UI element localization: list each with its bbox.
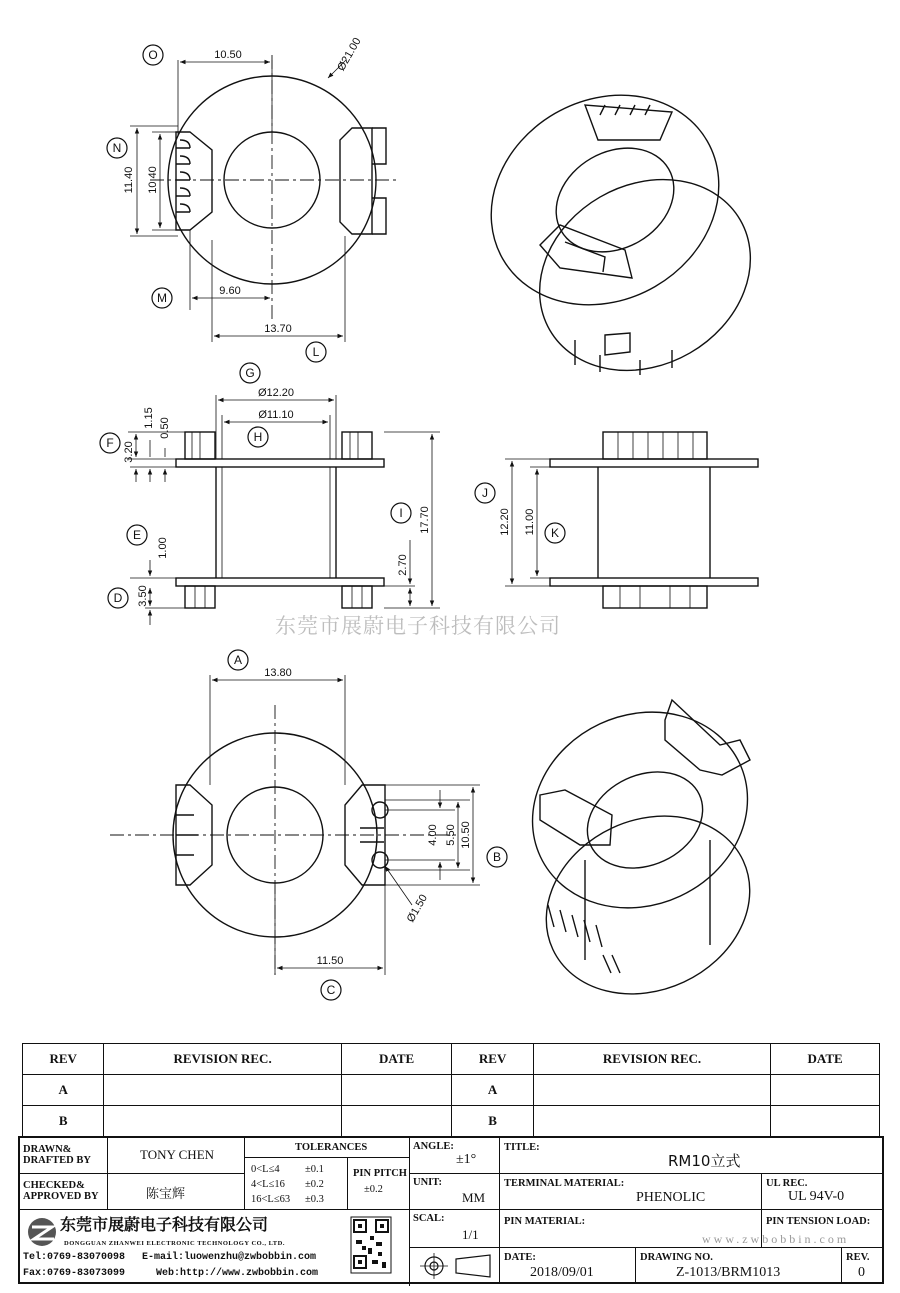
rev-header-2: REV xyxy=(452,1044,533,1075)
svg-text:G: G xyxy=(245,366,255,380)
dim-side-6: 1.00 xyxy=(157,537,169,559)
letter-F xyxy=(100,433,120,453)
letter-E xyxy=(127,525,147,545)
letter-M xyxy=(152,288,172,308)
letter-C xyxy=(321,980,341,1000)
revision-rec-header-2: REVISION REC. xyxy=(533,1044,770,1075)
dim-bottom-3: 5.50 xyxy=(445,824,457,846)
dim-side-5: 3.20 xyxy=(123,441,135,463)
dim-top-5: 9.60 xyxy=(219,285,241,297)
dim-side-11: 11.00 xyxy=(524,508,536,536)
tel: Tel:0769-83070098 xyxy=(23,1252,126,1263)
svg-text:O: O xyxy=(148,48,158,62)
letter-B xyxy=(487,847,507,867)
watermark-text: 东莞市展蔚电子科技有限公司 xyxy=(275,614,561,638)
letter-O xyxy=(143,45,163,65)
bottom-view xyxy=(110,675,480,975)
dim-top-3: 11.40 xyxy=(123,166,135,194)
side-view-rotated xyxy=(505,432,758,608)
checked-label: CHECKED& APPROVED BY xyxy=(23,1180,99,1202)
svg-text:H: H xyxy=(253,430,263,444)
scale-label: SCAL: xyxy=(413,1213,445,1224)
letter-N xyxy=(107,138,127,158)
drawn-label: DRAWN& DRAFTED BY xyxy=(23,1144,91,1166)
dim-bottom-2: 4.00 xyxy=(427,824,439,846)
unit-value: MM xyxy=(462,1190,486,1205)
dim-side-10: 12.20 xyxy=(499,508,511,536)
date-header: DATE xyxy=(341,1044,452,1075)
checked-by: 陈宝辉 xyxy=(146,1187,186,1202)
ul-rec-label: UL REC. xyxy=(766,1178,808,1189)
dim-top-6: 13.70 xyxy=(264,323,292,335)
ul-rec-value: UL 94V-0 xyxy=(788,1189,845,1204)
pin-tension-label: PIN TENSION LOAD: xyxy=(766,1216,871,1227)
svg-text:M: M xyxy=(157,291,167,305)
svg-text:C: C xyxy=(326,983,336,997)
pin-material-label: PIN MATERIAL: xyxy=(504,1216,586,1227)
dim-top-1: 10.50 xyxy=(214,49,242,61)
svg-text:D: D xyxy=(113,591,123,605)
rev-header: REV xyxy=(23,1044,104,1075)
qr-code-icon xyxy=(350,1216,392,1274)
company-name-en: DONGGUAN ZHANWEI ELECTRONIC TECHNOLOGY CO., LTD. xyxy=(64,1240,285,1247)
date-value: 2018/09/01 xyxy=(530,1265,594,1280)
letter-G xyxy=(240,363,260,383)
date-label: DATE: xyxy=(504,1252,536,1263)
date-header-2: DATE xyxy=(771,1044,880,1075)
pin-pitch-value: ±0.2 xyxy=(364,1184,383,1195)
unit-label: UNIT: xyxy=(413,1177,442,1188)
rev-label: REV. xyxy=(846,1252,870,1263)
dim-bottom-6: 11.50 xyxy=(316,955,344,967)
dim-side-8: 2.70 xyxy=(397,554,409,576)
rev-value: 0 xyxy=(858,1265,865,1280)
svg-text:K: K xyxy=(550,526,560,540)
dim-side-2: Ø11.10 xyxy=(258,409,294,421)
terminal-material: PHENOLIC xyxy=(636,1190,706,1205)
svg-text:B: B xyxy=(492,850,502,864)
top-view xyxy=(130,55,400,342)
dim-bottom-1: 13.80 xyxy=(264,667,292,679)
dim-bottom-5: Ø1.50 xyxy=(404,892,431,925)
dim-side-3: 1.15 xyxy=(143,407,155,429)
letter-D xyxy=(108,588,128,608)
svg-text:E: E xyxy=(132,528,142,542)
title-label: TITLE: xyxy=(504,1142,540,1153)
svg-text:L: L xyxy=(312,345,320,359)
web: Web:http://www.zwbobbin.com xyxy=(156,1268,319,1279)
svg-text:J: J xyxy=(482,486,488,500)
dim-side-1: Ø12.20 xyxy=(257,387,295,399)
svg-text:F: F xyxy=(106,436,114,450)
letter-A xyxy=(228,650,248,670)
scale-value: 1/1 xyxy=(462,1227,479,1242)
company-logo-icon xyxy=(26,1216,62,1248)
dim-side-4: 0.50 xyxy=(159,417,171,439)
revision-rec-header: REVISION REC. xyxy=(104,1044,341,1075)
letter-J xyxy=(475,483,495,503)
letter-I xyxy=(391,503,411,523)
dim-bottom-4: 10.50 xyxy=(460,821,472,849)
svg-text:A: A xyxy=(233,653,243,667)
svg-text:N: N xyxy=(112,141,122,155)
revision-table xyxy=(22,1043,880,1137)
projection-symbol-icon xyxy=(416,1251,496,1281)
side-view-front xyxy=(128,395,440,625)
tolerances-label: TOLERANCES xyxy=(295,1142,368,1153)
letter-L xyxy=(306,342,326,362)
svg-text:I: I xyxy=(399,506,403,520)
letter-K xyxy=(545,523,565,543)
table-row: B B xyxy=(23,1106,880,1137)
pin-pitch-label: PIN PITCH xyxy=(353,1168,407,1179)
dim-top-2: Ø21.00 xyxy=(335,35,364,74)
dim-side-9: 17.70 xyxy=(419,506,431,534)
angle-value: ±1° xyxy=(456,1152,477,1167)
title-block: DRAWN& DRAFTED BY TONY CHEN CHECKED& APPROVED BY 陈宝辉 TOLERANCES 0<L≤4 ±0.1 4<L≤16 ±0.2 16<L≤63 ±0.3 PIN PITCH ±0.2 ANGLE: ±1° UNIT: MM SCAL: 1/1 TITLE: RM10立式 TERMINAL MATERIAL: PHENOLIC UL REC. UL 94V-0 PIN MATERIAL: PIN TENSION LOAD: www.zwbobbin.com DATE: 2018/09/01 DRAWING NO. Z-1013/BRM1013 REV. 0 DONGGUAN ZHANWEI ELECTRONIC TECHNOLOGY CO., LTD. Tel:0769-83070098 E-mail:luowenzhu@zwbobbin.com Fax:0769-83073099 Web:http://www.zwbobbin.com xyxy=(18,1136,884,1284)
drawing-no: Z-1013/BRM1013 xyxy=(676,1265,781,1280)
iso-view-bottom xyxy=(500,677,780,1026)
fax: Fax:0769-83073099 xyxy=(23,1268,126,1279)
dim-side-7: 3.50 xyxy=(137,585,149,607)
company-name-cn: 东莞市展蔚电子科技有限公司 xyxy=(60,1215,269,1234)
email: E-mail:luowenzhu@zwbobbin.com xyxy=(142,1252,317,1263)
table-row: A A xyxy=(23,1075,880,1106)
letter-H xyxy=(248,427,268,447)
drawn-by: TONY CHEN xyxy=(140,1147,215,1162)
iso-view-top xyxy=(453,54,785,408)
watermark-url: www.zwbobbin.com xyxy=(702,1232,850,1246)
part-title: RM10立式 xyxy=(668,1152,741,1170)
terminal-material-label: TERMINAL MATERIAL: xyxy=(504,1178,625,1189)
dim-top-4: 10.40 xyxy=(147,166,159,194)
angle-label: ANGLE: xyxy=(413,1141,454,1152)
drawing-no-label: DRAWING NO. xyxy=(640,1252,713,1263)
